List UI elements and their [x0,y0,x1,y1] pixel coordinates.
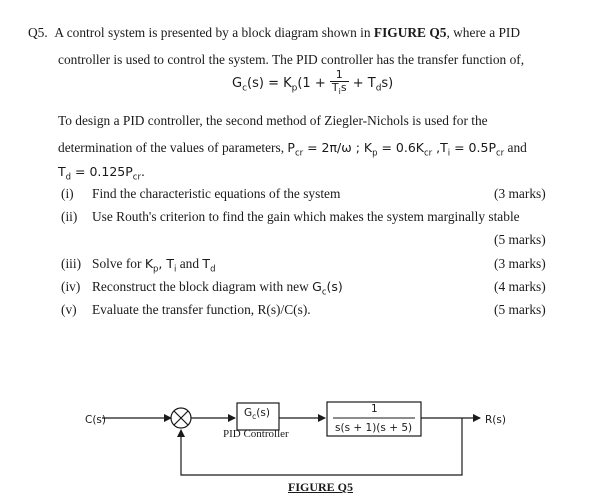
part-number: (iv) [61,279,81,294]
input-label: C(s) [85,414,106,426]
frac-numerator: 1 [330,69,349,82]
param-equations: $P_{cr} = 2\pi/\omega$ ; $K_p = 0.6K_{cr}$ $,T_i = 0.5P_{cr}$ [287,140,505,159]
plant-denominator: s(s + 1)(s + 5) [335,422,413,434]
gc-symbol: G [232,76,243,92]
part-number: (v) [61,302,77,317]
intro-text-a: A control system is presented by a block diagram shown in [54,25,374,40]
figure-reference: FIGURE Q5 [373,25,447,40]
question-number: Q5. [28,25,48,40]
frac-denominator: $T_is$ [331,81,347,97]
design-line-3: $T_d = 0.125P_{cr}$. [58,164,145,183]
part-i-text: Find the characteristic equations of the system [92,186,341,201]
controller-label: $G_c(s)$ [244,407,270,422]
part-iv-text: Reconstruct the block diagram with new $G_c(s)$ [92,279,343,298]
output-label: R(s) [485,414,506,426]
part-iii-text: Solve for $K_p$, $T_i$ and $T_d$ [92,256,216,275]
part-number: (ii) [61,209,78,224]
intro-text-b: , where a PID [446,25,521,40]
question-intro-line-2: controller is used to control the system. The PID controller has the transfer function of, [58,52,525,67]
summing-junction [171,408,191,428]
part-i-marks: (3 marks) [494,186,546,201]
tf-eq-c: + T [352,76,376,92]
controller-caption: PID Controller [223,428,289,440]
part-ii-text: Use Routh's criterion to find the gain which makes the system marginally stable [92,209,520,224]
gc-sub: c [242,83,248,94]
td-sub: d [375,83,382,94]
tf-eq-a: (s) = K [247,76,292,92]
kp-sub: p [291,83,298,94]
part-iv-marks: (4 marks) [494,279,546,294]
part-ii-marks: (5 marks) [494,232,546,247]
part-v-text: Evaluate the transfer function, R(s)/C(s). [92,302,311,317]
design-and: and [504,140,527,155]
tf-eq-b: (1 + [297,76,326,92]
figure-caption: FIGURE Q5 [288,480,354,494]
part-iii-marks: (3 marks) [494,256,546,271]
part-number: (iii) [61,256,82,271]
part-v-marks: (5 marks) [494,302,546,317]
design-prefix: determination of the values of parameters, [58,140,288,155]
plant-numerator: 1 [371,403,378,415]
part-number: (i) [61,186,74,201]
tf-eq-d: s) [381,76,394,92]
design-line-1: To design a PID controller, the second method of Ziegler-Nichols is used for the [58,113,488,128]
